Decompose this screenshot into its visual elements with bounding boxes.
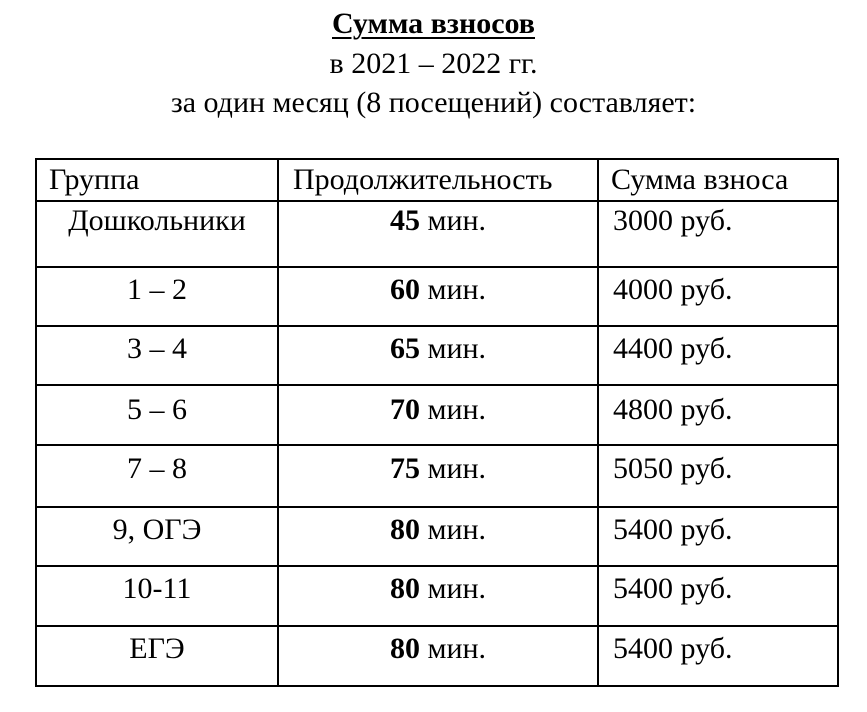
fee-cell: 3000 руб. xyxy=(598,201,838,267)
group-cell: 1 – 2 xyxy=(36,267,278,326)
fee-cell: 4800 руб. xyxy=(598,385,838,445)
duration-cell xyxy=(278,326,598,385)
duration-unit: мин. xyxy=(427,513,487,546)
table-row xyxy=(36,507,838,566)
duration-value: 80 xyxy=(389,513,420,546)
duration-cell xyxy=(278,445,598,507)
duration-value: 60 xyxy=(389,273,420,306)
duration-unit: мин. xyxy=(427,632,487,665)
duration-cell xyxy=(278,507,598,566)
duration-value: 45 xyxy=(389,204,420,237)
fee-cell: 5400 руб. xyxy=(598,566,838,626)
fee-cell: 4400 руб. xyxy=(598,326,838,385)
group-cell: 5 – 6 xyxy=(36,385,278,445)
document-subtitle-period: за один месяц (8 посещений) составляет: xyxy=(170,86,697,119)
duration-unit: мин. xyxy=(427,393,487,426)
duration-cell xyxy=(278,566,598,626)
table-row xyxy=(36,267,838,326)
duration-unit: мин. xyxy=(427,572,487,605)
column-header-fee: Сумма взноса xyxy=(598,159,838,201)
duration-value: 65 xyxy=(389,332,420,365)
duration-cell xyxy=(278,626,598,686)
duration-unit: мин. xyxy=(427,204,487,237)
group-cell: 3 – 4 xyxy=(36,326,278,385)
table-row xyxy=(36,445,838,507)
document-subtitle-years: в 2021 – 2022 гг. xyxy=(329,47,538,80)
column-header-duration: Продолжительность xyxy=(278,159,598,201)
duration-cell xyxy=(278,385,598,445)
fee-cell: 5050 руб. xyxy=(598,445,838,507)
group-cell: 10-11 xyxy=(36,566,278,626)
group-cell: 9, ОГЭ xyxy=(36,507,278,566)
duration-value: 75 xyxy=(389,452,420,485)
duration-unit: мин. xyxy=(427,452,487,485)
table-row xyxy=(36,385,838,445)
table-row xyxy=(36,566,838,626)
duration-value: 80 xyxy=(389,572,420,605)
group-cell: 7 – 8 xyxy=(36,445,278,507)
fee-cell: 4000 руб. xyxy=(598,267,838,326)
duration-unit: мин. xyxy=(427,332,487,365)
table-row xyxy=(36,326,838,385)
fees-table xyxy=(35,158,839,687)
duration-value: 70 xyxy=(389,393,420,426)
group-cell: ЕГЭ xyxy=(36,626,278,686)
duration-cell xyxy=(278,201,598,267)
duration-cell xyxy=(278,267,598,326)
table-row xyxy=(36,201,838,267)
document-title: Сумма взносов xyxy=(332,7,535,40)
duration-unit: мин. xyxy=(427,273,487,306)
fee-cell: 5400 руб. xyxy=(598,626,838,686)
group-cell: Дошкольники xyxy=(36,201,278,267)
duration-value: 80 xyxy=(389,632,420,665)
table-row xyxy=(36,626,838,686)
fee-cell: 5400 руб. xyxy=(598,507,838,566)
table-header-row xyxy=(36,159,838,201)
column-header-group: Группа xyxy=(36,159,278,201)
